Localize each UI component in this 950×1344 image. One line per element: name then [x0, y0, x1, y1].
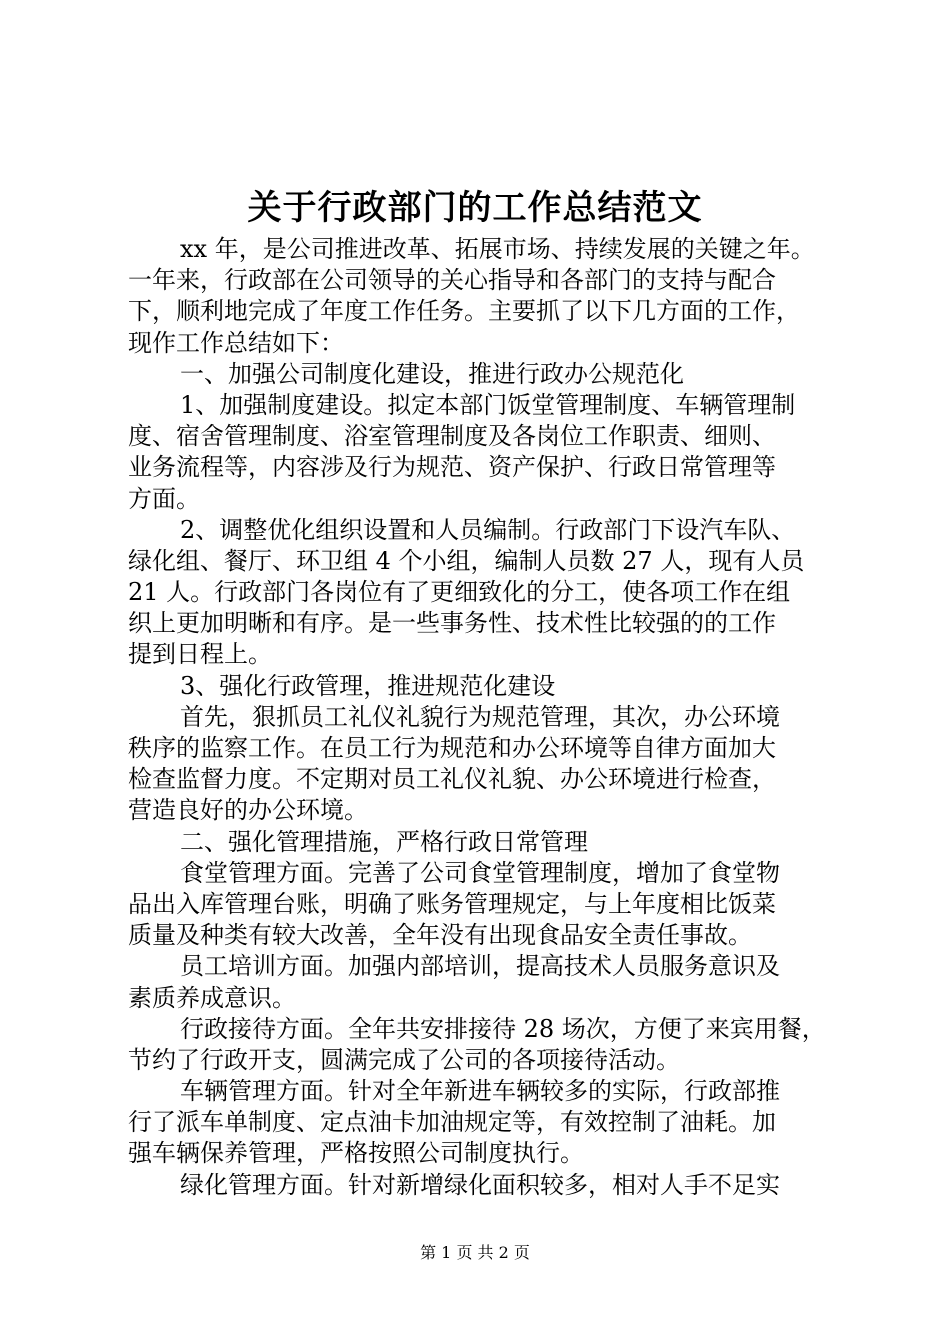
body-line: 节约了行政开支，圆满完成了公司的各项接待活动。: [128, 1045, 680, 1074]
body-line: 车辆管理方面。针对全年新进车辆较多的实际，行政部推: [180, 1077, 780, 1106]
body-line: 强车辆保养管理，严格按照公司制度执行。: [128, 1139, 584, 1168]
body-line: 绿化组、餐厅、环卫组 4 个小组，编制人员数 27 人，现有人员: [128, 546, 805, 575]
body-line: 提到日程上。: [128, 640, 272, 669]
document-body: [128, 234, 832, 1201]
body-line: 秩序的监察工作。在员工行为规范和办公环境等自律方面加大: [128, 734, 776, 762]
body-line: 员工培训方面。加强内部培训，提高技术人员服务意识及: [180, 952, 780, 981]
body-line: 行了派车单制度、定点油卡加油规定等，有效控制了油耗。加: [128, 1108, 776, 1137]
body-line: 1、加强制度建设。拟定本部门饭堂管理制度、车辆管理制: [180, 390, 796, 419]
body-line: 营造良好的办公环境。: [128, 796, 368, 825]
body-line: 织上更加明晰和有序。是一些事务性、技术性比较强的的工作: [128, 609, 776, 638]
body-line: 首先，狠抓员工礼仪礼貌行为规范管理，其次，办公环境: [180, 702, 780, 731]
body-line: 品出入库管理台账，明确了账务管理规定，与上年度相比饭菜: [128, 889, 776, 918]
body-line: 3、强化行政管理，推进规范化建设: [180, 671, 556, 700]
page-title: 关于行政部门的工作总结范文: [247, 188, 703, 228]
body-line: 食堂管理方面。完善了公司食堂管理制度，增加了食堂物: [180, 858, 780, 887]
body-line: 度、宿舍管理制度、浴室管理制度及各岗位工作职责、细则、: [128, 422, 776, 451]
body-line: 方面。: [128, 484, 200, 513]
body-line: 绿化管理方面。针对新增绿化面积较多，相对人手不足实: [180, 1170, 780, 1199]
body-line: 检查监督力度。不定期对员工礼仪礼貌、办公环境进行检查，: [128, 765, 776, 794]
body-line: 2、调整优化组织设置和人员编制。行政部门下设汽车队、: [180, 515, 796, 544]
body-line: xx 年，是公司推进改革、拓展市场、持续发展的关键之年。: [180, 235, 815, 263]
body-line: 素质养成意识。: [128, 983, 296, 1012]
body-line: 质量及种类有较大改善，全年没有出现食品安全责任事故。: [128, 921, 752, 950]
body-line: 业务流程等，内容涉及行为规范、资产保护、行政日常管理等: [128, 453, 776, 482]
body-line: 现作工作总结如下：: [128, 328, 344, 357]
body-line: 一、加强公司制度化建设，推进行政办公规范化: [180, 359, 684, 388]
body-line: 21 人。行政部门各岗位有了更细致化的分工，使各项工作在组: [128, 578, 791, 607]
body-line: 一年来，行政部在公司领导的关心指导和各部门的支持与配合: [128, 266, 776, 295]
body-line: 二、强化管理措施，严格行政日常管理: [180, 827, 588, 856]
page-footer: 第 1 页 共 2 页: [420, 1243, 530, 1262]
body-line: 行政接待方面。全年共安排接待 28 场次，方便了来宾用餐，: [180, 1014, 826, 1043]
body-line: 下，顺利地完成了年度工作任务。主要抓了以下几方面的工作，: [128, 297, 800, 326]
